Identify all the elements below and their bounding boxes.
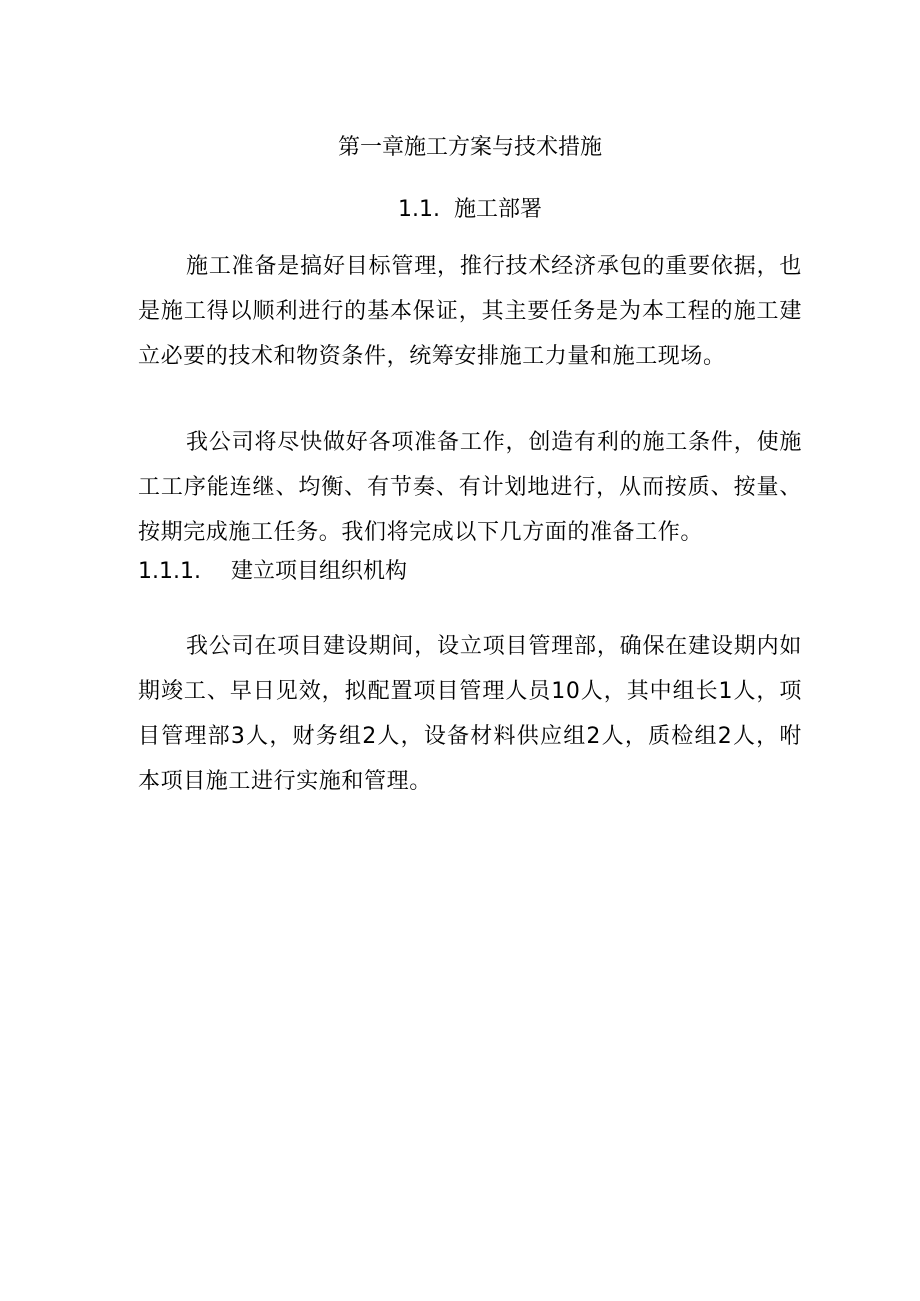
section-heading [0, 192, 920, 228]
chapter-title: 第一章施工方案与技术措施 [337, 135, 602, 160]
section-number: 1.1. [397, 197, 440, 222]
subsection-title: 建立项目组织机构 [231, 559, 408, 584]
section-title: 施工部署 [453, 197, 542, 222]
subsection-number: 1.1.1. [138, 559, 201, 584]
subsection-heading [138, 552, 802, 592]
paragraph-project-organization: 我公司在项目建设期间，设立项目管理部，确保在建设期内如期竣工、早日见效，拟配置项目管理人员10人，其中组长1人，项目管理部3人，财务组2人，设备材料供应组2人，质检组2人，咐本项目施工进行实施和管理。 [138, 634, 802, 794]
paragraph-preparation-basis: 施工准备是搞好目标管理，推行技术经济承包的重要依据，也是施工得以顺利进行的基本保证，其主要任务是为本工程的施工建立必要的技术和物资条件，统筹安排施工力量和施工现场。 [138, 254, 802, 369]
paragraph-preparation-work: 我公司将尽快做好各项准备工作，创造有利的施工条件，使施工工序能连继、均衡、有节奏、有计划地进行，从而按质、按量、按期完成施工任务。我们将完成以下几方面的准备工作。 [138, 430, 802, 545]
